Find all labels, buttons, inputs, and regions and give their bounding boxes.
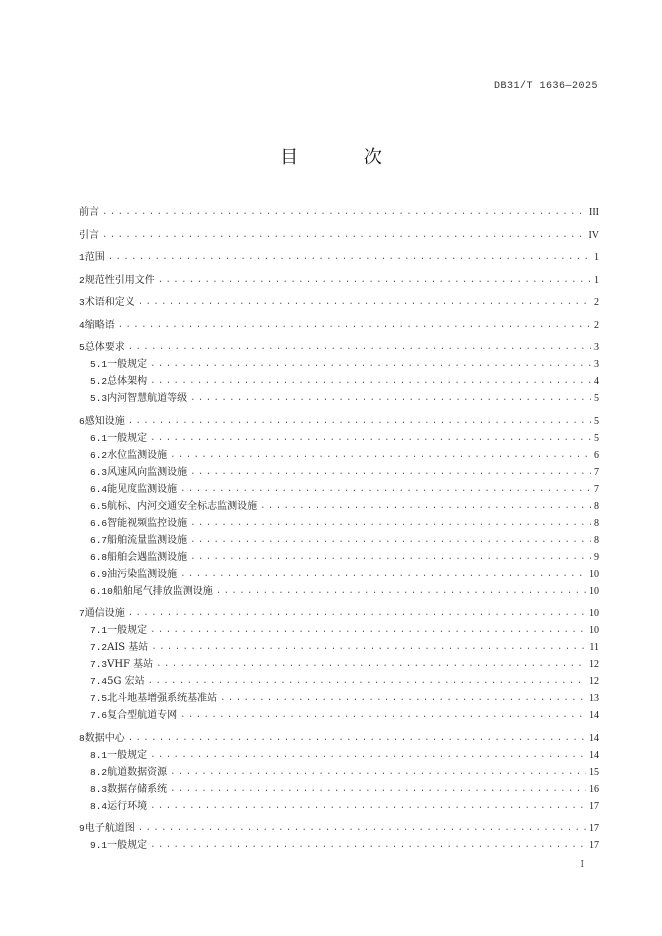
toc-entry-number: 2 [79,274,85,286]
toc-entry-label: 数据中心 [84,732,125,744]
toc-entry[interactable] [79,673,599,690]
toc-entry-number: 1 [79,252,85,263]
toc-entry[interactable] [79,583,599,600]
toc-entry-number: 3 [79,297,85,308]
toc-entry[interactable] [79,294,599,311]
toc-entry-page: 4 [594,376,599,387]
toc-entry[interactable] [79,390,599,407]
dot-leader [148,673,586,690]
toc-entry[interactable] [79,707,599,724]
toc-entry-label: 范围 [84,252,105,263]
toc-entry-number: 5 [79,342,85,353]
toc-entry[interactable] [79,798,599,815]
toc-entry-label: 内河智慧航道等级 [107,393,188,404]
toc-entry-label: 船舶会遇监测设施 [107,551,188,563]
toc-entry-page: 12 [589,676,599,687]
toc-entry-page: 16 [589,783,599,795]
table-of-contents [79,204,599,854]
toc-entry-label: 智能视频监控设施 [107,517,188,529]
toc-entry-label: 油污染监测设施 [107,568,178,580]
toc-entry[interactable] [79,656,599,673]
toc-entry[interactable] [79,227,599,244]
toc-entry-page: 1 [594,274,599,286]
toc-entry[interactable] [79,498,599,515]
toc-entry-number: 6.4 [90,483,108,495]
toc-entry[interactable] [79,690,599,707]
toc-entry-label: 规范性引用文件 [84,274,155,286]
toc-entry-number: 7.6 [90,710,108,721]
dot-leader [180,566,586,583]
toc-entry-label: 航道数据资源 [107,766,168,778]
toc-entry-page: 2 [594,319,599,331]
toc-entry-page: 5 [594,393,599,404]
toc-entry-label: VHF 基站 [107,659,154,670]
toc-entry-number: 6.1 [90,432,108,444]
dot-leader [190,390,591,407]
toc-entry-label: 缩略语 [84,319,115,331]
toc-entry-page: 11 [589,642,599,653]
dot-leader [190,549,591,566]
toc-entry-page: 17 [589,800,599,812]
dot-leader [151,639,586,656]
toc-entry-label: 复合型航道专网 [107,710,178,721]
toc-entry[interactable] [79,464,599,481]
toc-entry-page: 10 [589,568,599,580]
toc-entry[interactable] [79,605,599,622]
toc-entry-page: 3 [594,342,599,353]
toc-entry[interactable] [79,837,599,854]
toc-entry[interactable] [79,639,599,656]
dot-leader [190,464,591,481]
toc-entry-label: AIS 基站 [107,642,149,653]
toc-entry-number: 7.1 [90,625,108,636]
toc-entry-label: 风速风向监测设施 [107,466,188,478]
toc-entry-label: 船舶尾气排放监测设施 [112,585,213,597]
toc-entry-number: 8.3 [90,783,108,795]
toc-entry-number: 6.6 [90,517,108,529]
toc-entry-page: III [589,207,599,218]
dot-leader [170,764,586,781]
toc-entry[interactable] [79,373,599,390]
dot-leader [138,820,586,837]
toc-entry-label: 水位监测设施 [107,449,168,461]
toc-entry-number: 8 [79,732,85,744]
toc-entry-page: 10 [589,608,599,619]
page-number: I [580,860,584,870]
dot-leader [138,294,591,311]
dot-leader [150,430,591,447]
toc-entry[interactable] [79,249,599,266]
toc-entry-page: 12 [589,659,599,670]
toc-entry-label: 感知设施 [84,415,125,427]
toc-entry-number: 6.9 [90,568,108,580]
toc-entry-number: 5.3 [90,393,108,404]
dot-leader [150,798,586,815]
toc-entry[interactable] [79,532,599,549]
toc-entry-page: 5 [594,415,599,427]
toc-entry[interactable] [79,447,599,464]
dot-leader [150,837,586,854]
dot-leader [108,249,591,266]
toc-entry-page: 13 [589,693,599,704]
toc-entry-page: 14 [589,710,599,721]
toc-entry-label: 总体要求 [84,342,125,353]
dot-leader [128,339,591,356]
dot-leader [102,204,586,221]
toc-entry[interactable] [79,317,599,334]
toc-entry-number: 6.3 [90,466,108,478]
toc-entry-page: 3 [594,359,599,370]
toc-entry-label: 数据存储系统 [107,783,168,795]
toc-entry-number: 7.5 [90,693,108,704]
toc-entry-label: 船舶流量监测设施 [107,534,188,546]
dot-leader [102,227,585,244]
toc-entry[interactable] [79,730,599,747]
dot-leader [150,747,586,764]
toc-entry-number: 6.10 [90,585,113,597]
standard-code: DB31/T 1636—2025 [493,81,598,92]
toc-entry[interactable] [79,481,599,498]
toc-entry-number: 6 [79,415,85,427]
toc-entry-label: 一般规定 [107,359,148,370]
toc-entry-label: 通信设施 [84,608,125,619]
dot-leader [180,481,591,498]
toc-entry-page: 15 [589,766,599,778]
dot-leader [118,317,591,334]
toc-entry-number: 4 [79,319,85,331]
toc-entry-page: 9 [594,551,599,563]
toc-entry-page: 2 [594,297,599,308]
toc-entry-number: 7.4 [90,676,108,687]
toc-entry[interactable] [79,413,599,430]
toc-entry[interactable] [79,356,599,373]
dot-leader [170,447,591,464]
toc-entry-page: 14 [589,749,599,761]
toc-entry-number: 7 [79,608,85,619]
dot-leader [190,515,591,532]
toc-entry[interactable] [79,515,599,532]
page-title: 目 次 [280,147,412,168]
toc-entry[interactable] [79,781,599,798]
toc-entry-number: 5.1 [90,359,108,370]
dot-leader [150,622,586,639]
dot-leader [260,498,591,515]
dot-leader [180,707,586,724]
dot-leader [128,413,591,430]
toc-entry-label: 一般规定 [107,625,148,636]
dot-leader [150,373,591,390]
toc-entry-number: 7.2 [90,642,108,653]
toc-entry-number: 8.2 [90,766,108,778]
toc-entry-page: 14 [589,732,599,744]
toc-entry-label: 航标、内河交通安全标志监测设施 [107,500,258,512]
toc-entry-page: 8 [594,534,599,546]
toc-entry[interactable] [79,764,599,781]
toc-entry-page: 6 [594,449,599,461]
toc-entry-page: 10 [589,585,599,597]
toc-entry-label: 前言 [79,207,99,218]
toc-entry-label: 一般规定 [107,432,148,444]
toc-entry-label: 总体架构 [107,376,148,387]
toc-entry[interactable] [79,747,599,764]
dot-leader [216,583,586,600]
toc-entry-number: 6.5 [90,500,108,512]
toc-entry[interactable] [79,272,599,289]
toc-entry-number: 9 [79,823,85,834]
dot-leader [190,532,591,549]
toc-entry-page: 7 [594,466,599,478]
toc-entry-number: 8.1 [90,749,108,761]
toc-entry-number: 5.2 [90,376,108,387]
toc-entry-label: 一般规定 [107,840,148,851]
dot-leader [156,656,586,673]
toc-entry-number: 8.4 [90,800,108,812]
dot-leader [220,690,586,707]
dot-leader [170,781,586,798]
dot-leader [128,730,586,747]
toc-entry[interactable] [79,566,599,583]
toc-entry-label: 一般规定 [107,749,148,761]
dot-leader [128,605,586,622]
toc-entry-label: 术语和定义 [84,297,135,308]
toc-entry-number: 6.2 [90,449,108,461]
toc-entry-page: 5 [594,432,599,444]
toc-entry-number: 6.7 [90,534,108,546]
toc-entry-page: 10 [589,625,599,636]
toc-entry-number: 9.1 [90,840,108,851]
toc-entry-label: 5G 宏站 [107,676,145,687]
toc-entry-label: 北斗地基增强系统基准站 [107,693,218,704]
toc-entry-number: 6.8 [90,551,108,563]
toc-entry-label: 电子航道图 [84,823,135,834]
toc-entry-page: 17 [589,840,599,851]
toc-entry[interactable] [79,820,599,837]
toc-entry-label: 运行环境 [107,800,148,812]
toc-entry-page: 8 [594,500,599,512]
toc-entry-label: 能见度监测设施 [107,483,178,495]
toc-entry[interactable] [79,339,599,356]
toc-entry-page: 1 [594,252,599,263]
toc-entry[interactable] [79,622,599,639]
toc-entry-page: 7 [594,483,599,495]
toc-entry[interactable] [79,204,599,221]
toc-entry-number: 7.3 [90,659,108,670]
toc-entry-label: 引言 [79,229,99,241]
dot-leader [158,272,591,289]
toc-entry-page: 17 [589,823,599,834]
toc-entry[interactable] [79,430,599,447]
toc-entry-page: 8 [594,517,599,529]
dot-leader [150,356,591,373]
toc-entry-page: IV [588,229,599,241]
toc-entry[interactable] [79,549,599,566]
